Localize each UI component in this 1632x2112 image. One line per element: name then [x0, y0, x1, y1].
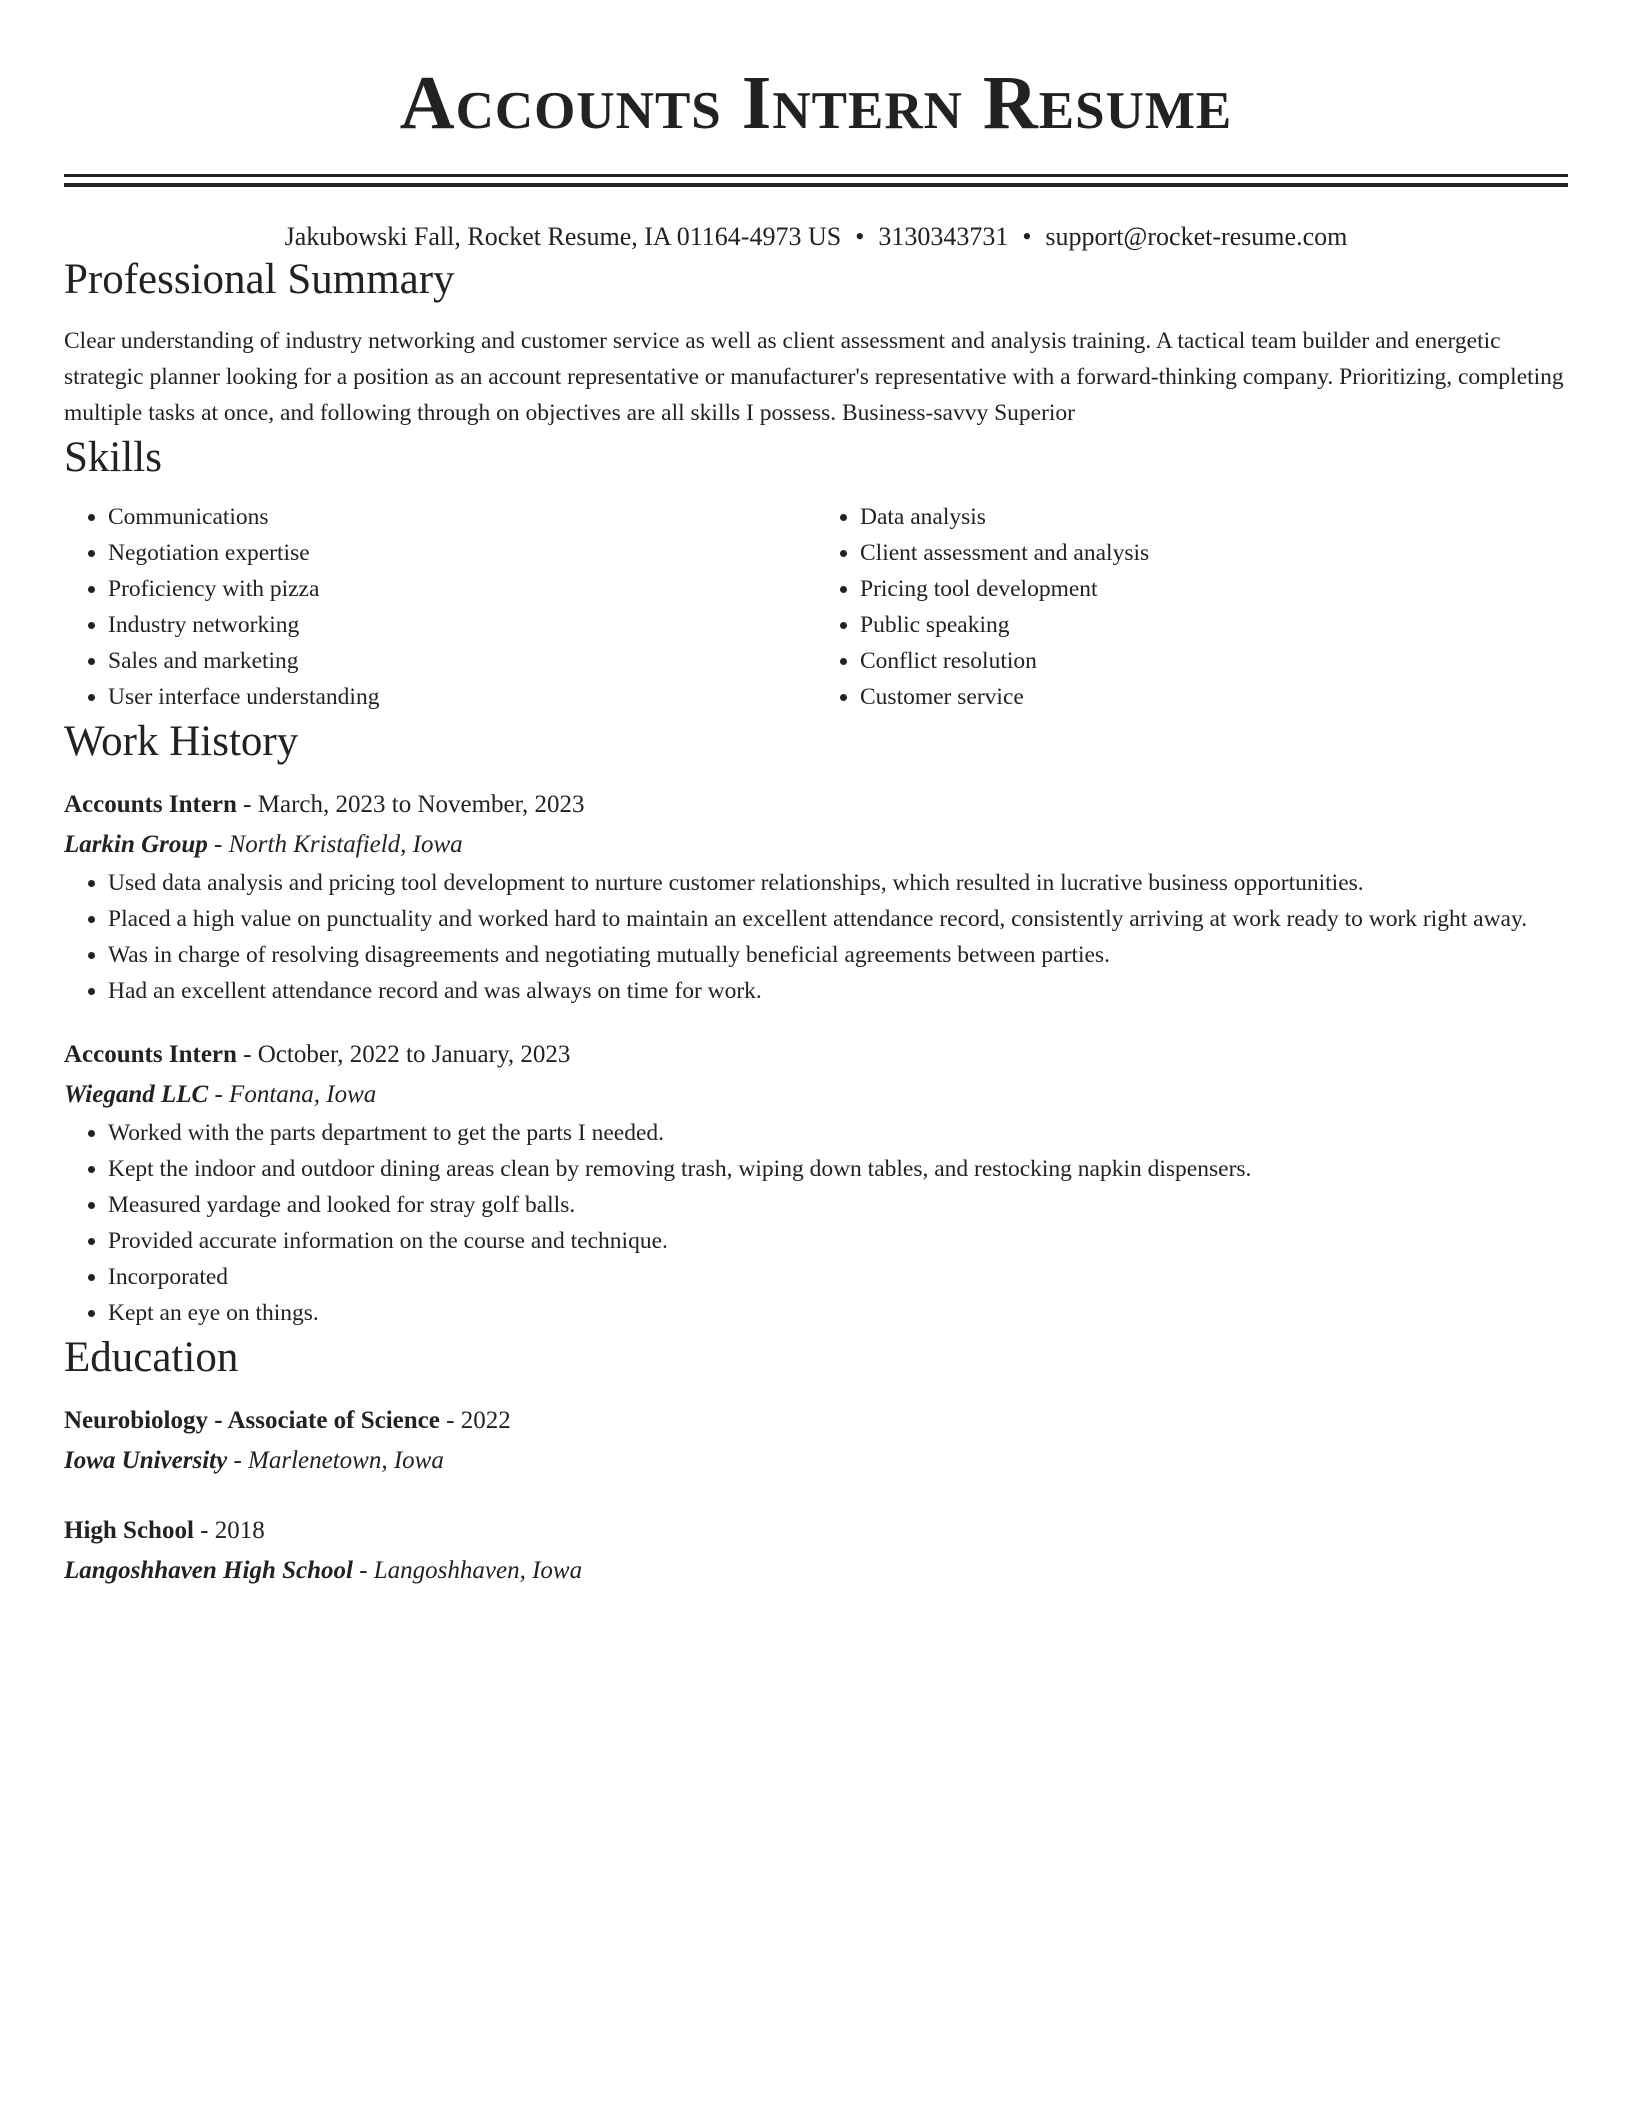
- skills-list-left: [64, 499, 816, 715]
- professional-summary-section: [64, 253, 1568, 431]
- job-entry: [64, 1035, 1568, 1331]
- skill-item: • Communications: [108, 499, 816, 535]
- job-title: Accounts Intern: [64, 791, 237, 818]
- skills-heading: Skills: [64, 434, 162, 481]
- skill-item: • Proficiency with pizza: [108, 571, 816, 607]
- job-dates: - October, 2022 to January, 2023: [236, 1041, 571, 1068]
- education-entry: [64, 1401, 1568, 1481]
- contact-separator: •: [1022, 222, 1032, 251]
- education-school: Iowa University: [64, 1447, 228, 1474]
- job-entry: [64, 785, 1568, 1009]
- job-title: Accounts Intern: [64, 1041, 237, 1068]
- contact-email[interactable]: support@rocket-resume.com: [1045, 222, 1348, 251]
- job-bullet: • Used data analysis and pricing tool development to nurture customer relationships, which resulted in lucrative business opportunities.: [108, 865, 1568, 901]
- skill-item: • Customer service: [860, 679, 1568, 715]
- education-year: - 2018: [193, 1517, 265, 1544]
- skills-section: [64, 431, 1568, 715]
- job-bullet: • Was in charge of resolving disagreements and negotiating mutually beneficial agreements between parties.: [108, 937, 1568, 973]
- work-history-heading: Work History: [64, 718, 299, 765]
- skill-item: • Conflict resolution: [860, 643, 1568, 679]
- job-bullet-list: [64, 1115, 1568, 1331]
- education-entry: [64, 1511, 1568, 1591]
- education-location: - Marlenetown, Iowa: [227, 1447, 444, 1474]
- job-location: - North Kristafield, Iowa: [207, 831, 463, 858]
- education-school: Langoshhaven High School: [64, 1557, 353, 1584]
- job-header: [64, 785, 1568, 825]
- job-bullet: • Kept an eye on things.: [108, 1295, 1568, 1331]
- work-history-section: [64, 715, 1568, 1331]
- contact-address: Jakubowski Fall, Rocket Resume, IA 01164-4973 US: [284, 222, 842, 251]
- resume-title: Accounts Intern Resume: [399, 61, 1233, 145]
- education-school-line: [64, 1441, 1568, 1481]
- contact-line: [64, 221, 1568, 253]
- contact-separator: •: [855, 222, 865, 251]
- education-school-line: [64, 1551, 1568, 1591]
- job-location: - Fontana, Iowa: [208, 1081, 377, 1108]
- contact-phone[interactable]: 3130343731: [878, 222, 1009, 251]
- job-bullet: • Incorporated: [108, 1259, 1568, 1295]
- education-year: - 2022: [439, 1407, 511, 1434]
- skills-columns: [64, 499, 1568, 715]
- job-company: Wiegand LLC: [64, 1081, 209, 1108]
- job-dates: - March, 2023 to November, 2023: [236, 791, 585, 818]
- skills-list-right: [816, 499, 1568, 715]
- skill-item: • Client assessment and analysis: [860, 535, 1568, 571]
- summary-text: Clear understanding of industry networking and customer service as well as client assessment and analysis training. A tactical team builder and energetic strategic planner looking for a position as an account representative or manufacturer's representative with a forward-thinking company. Prioritizing, completing multiple tasks at once, and following through on objectives are all skills I possess. Business-savvy Superior: [64, 328, 1564, 426]
- skill-item: • Sales and marketing: [108, 643, 816, 679]
- skill-item: • Pricing tool development: [860, 571, 1568, 607]
- job-bullet: • Placed a high value on punctuality and worked hard to maintain an excellent attendance record, consistently arriving at work ready to work right away.: [108, 901, 1568, 937]
- job-employer: [64, 1075, 1568, 1115]
- education-header: [64, 1511, 1568, 1551]
- job-bullet: • Measured yardage and looked for stray golf balls.: [108, 1187, 1568, 1223]
- skill-item: • Data analysis: [860, 499, 1568, 535]
- education-section: [64, 1331, 1568, 1591]
- summary-heading: Professional Summary: [64, 256, 455, 303]
- skill-item: • Public speaking: [860, 607, 1568, 643]
- job-company: Larkin Group: [64, 831, 208, 858]
- education-location: - Langoshhaven, Iowa: [352, 1557, 583, 1584]
- education-heading: Education: [64, 1334, 239, 1381]
- job-header: [64, 1035, 1568, 1075]
- job-bullet: • Worked with the parts department to get the parts I needed.: [108, 1115, 1568, 1151]
- skill-item: • User interface understanding: [108, 679, 816, 715]
- education-degree: Neurobiology - Associate of Science: [64, 1407, 440, 1434]
- job-bullet-list: [64, 865, 1568, 1009]
- title-double-rule: [64, 174, 1568, 187]
- skill-item: • Industry networking: [108, 607, 816, 643]
- job-employer: [64, 825, 1568, 865]
- job-bullet: • Provided accurate information on the course and technique.: [108, 1223, 1568, 1259]
- job-bullet: • Kept the indoor and outdoor dining areas clean by removing trash, wiping down tables, and restocking napkin dispensers.: [108, 1151, 1568, 1187]
- skill-item: • Negotiation expertise: [108, 535, 816, 571]
- education-header: [64, 1401, 1568, 1441]
- education-degree: High School: [64, 1517, 194, 1544]
- job-bullet: • Had an excellent attendance record and was always on time for work.: [108, 973, 1568, 1009]
